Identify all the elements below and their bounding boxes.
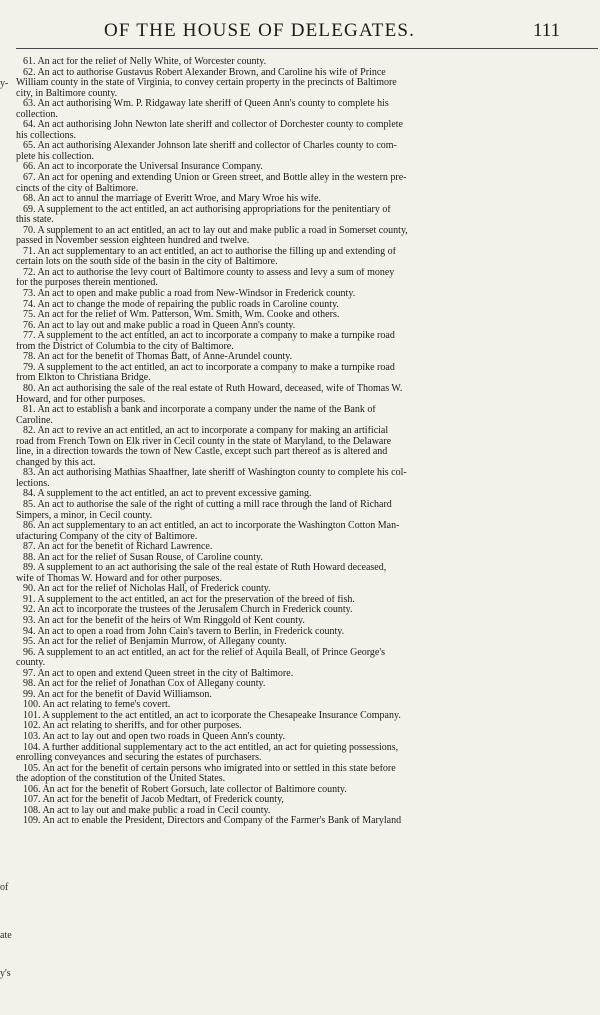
act-continuation-line: Simpers, a minor, in Cecil county. [16,510,153,521]
act-entry-line: 66. An act to incorporate the Universal Insurance Company. [23,162,263,173]
act-entry-line: 105. An act for the benefit of certain persons who imigrated into or settled in this state before [23,763,396,774]
act-continuation-line: Caroline. [16,415,53,426]
margin-fragment: y's [0,968,11,979]
act-continuation-line: for the purposes therein mentioned. [16,278,158,289]
act-continuation-line: ufacturing Company of the city of Baltimore. [16,531,198,542]
act-entry-line: 97. An act to open and extend Queen street in the city of Baltimore. [23,668,294,679]
act-entry-line: 99. An act for the benefit of David Williamson. [23,689,212,700]
act-entry-line: 92. An act to incorporate the trustees of the Jerusalem Church in Frederick county. [23,605,353,616]
act-entry-line: 70. A supplement to an act entitled, an act to lay out and make public a road in Somerset county, [23,225,408,236]
act-entry-line: 72. An act to authorise the levy court of Baltimore county to assess and levy a sum of money [23,267,395,278]
act-entry-line: 90. An act for the relief of Nicholas Hall, of Frederick county. [23,584,271,595]
act-entry-line: 77. A supplement to the act entitled, an act to incorporate a company to make a turnpike road [23,331,395,342]
act-continuation-line: Howard, and for other purposes. [16,394,146,405]
act-entry-line: 89. A supplement to an act authorising the sale of the real estate of Ruth Howard deceased, [23,563,387,574]
act-entry-line: 95. An act for the relief of Benjamin Murrow, of Allegany county. [23,637,287,648]
act-entry-line: 94. An act to open a road from John Cain's tavern to Berlin, in Frederick county. [23,626,345,637]
act-continuation-line: his collections. [16,130,76,141]
act-entry-line: 73. An act to open and make public a road from New-Windsor in Frederick county. [23,289,356,300]
act-entry-line: 80. An act authorising the sale of the real estate of Ruth Howard, deceased, wife of Thomas W. [23,383,403,394]
act-entry-line: 106. An act for the benefit of Robert Gorsuch, late collector of Baltimore county. [23,784,347,795]
act-entry-line: 101. A supplement to the act entitled, an act to icorporate the Chesapeake Insurance Company. [23,710,401,721]
act-entry-line: 98. An act for the relief of Jonathan Cox of Allegany county. [23,679,266,690]
margin-fragment: ate [0,930,12,941]
act-continuation-line: William county in the state of Virginia, to convey certain property in the precincts of Baltimore [16,78,397,89]
margin-fragment: of [0,882,9,893]
act-entry-line: 68. An act to annul the marriage of Everitt Wroe, and Mary Wroe his wife. [23,194,321,205]
act-continuation-line: lections. [16,478,50,489]
act-continuation-line: road from French Town on Elk river in Cecil county in the state of Maryland, to the Delaware [16,436,392,447]
act-entry-line: 91. A supplement to the act entitled, an act for the preservation of the breed of fish. [23,594,355,605]
act-continuation-line: county. [16,658,46,669]
act-entry-line: 84. A supplement to the act entitled, an act to prevent excessive gaming. [23,489,312,500]
act-entry-line: 62. An act to authorise Gustavus Robert Alexander Brown, and Caroline his wife of Prince [23,67,386,78]
act-continuation-line: the adoption of the constitution of the United States. [16,774,226,785]
act-entry-line: 102. An act relating to sheriffs, and for other purposes. [23,721,242,732]
act-entry-line: 61. An act for the relief of Nelly White, of Worcester county. [23,57,267,67]
act-entry-line: 107. An act for the benefit of Jacob Medtart, of Frederick county, [23,795,284,806]
act-entry-line: 78. An act for the benefit of Thomas Batt, of Anne-Arundel county. [23,352,293,363]
act-continuation-line: changed by this act. [16,457,96,468]
act-continuation-line: passed in November session eighteen hundred and twelve. [16,236,250,247]
act-entry-line: 71. An act supplementary to an act entitled, an act to authorise the filling up and extending of [23,246,396,257]
act-entry-line: 100. An act relating to feme's covert. [23,700,171,711]
act-entry-line: 74. An act to change the mode of repairing the public roads in Caroline county. [23,299,339,310]
act-entry-line: 82. An act to revive an act entitled, an act to incorporate a company for making an artificial [23,426,389,437]
act-entry-line: 108. An act to lay out and make public a road in Cecil county. [23,805,271,816]
act-entry-line: 79. A supplement to the act entitled, an act to incorporate a company to make a turnpike road [23,362,395,373]
act-continuation-line: from Elkton to Christiana Bridge. [16,373,151,384]
act-entry-line: 67. An act for opening and extending Union or Green street, and Bottle alley in the western pre- [23,173,407,184]
act-continuation-line: plete his collection. [16,151,95,162]
act-entry-line: 76. An act to lay out and make public a road in Queen Ann's county. [23,320,296,331]
act-entry-line: 75. An act for the relief of Wm. Patterson, Wm. Smith, Wm. Cooke and others. [23,310,340,321]
act-entry-line: 83. An act authorising Mathias Shaaffner, late sheriff of Washington county to complete his col- [23,468,407,479]
act-continuation-line: certain lots on the south side of the basin in the city of Baltimore. [16,257,278,268]
act-entry-line: 103. An act to lay out and open two roads in Queen Ann's county. [23,732,285,742]
act-entry-line: 87. An act for the benefit of Richard Lawrence. [23,542,213,553]
act-entry-line: 109. An act to enable the President, Directors and Company of the Farmer's Bank of Maryland [23,816,402,827]
act-entry-line: 81. An act to establish a bank and incorporate a company under the name of the Bank of [23,405,376,416]
act-entry-line: 93. An act for the benefit of the heirs of Wm Ringgold of Kent county. [23,615,305,626]
act-entry-line: 65. An act authorising Alexander Johnson late sheriff and collector of Charles county to com- [23,141,397,152]
act-entry-line: 63. An act authorising Wm. P. Ridgaway late sheriff of Queen Ann's county to complete his [23,99,389,110]
act-entry-line: 85. An act to authorise the sale of the right of cutting a mill race through the land of Richard [23,499,392,510]
page-header [0,20,600,44]
page-title: OF THE HOUSE OF DELEGATES. [104,20,416,41]
act-continuation-line: line, in a direction towards the town of New Castle, except such part thereof as is altered and [16,447,388,458]
act-entry-line: 64. An act authorising John Newton late sheriff and collector of Dorchester county to complete [23,120,403,131]
act-entry-line: 96. A supplement to an act entitled, an act for the relief of Aquila Beall, of Prince George's [23,647,386,658]
act-continuation-line: cincts of the city of Baltimore. [16,183,139,194]
acts-list [16,57,584,827]
act-entry-line: 88. An act for the relief of Susan Rouse, of Caroline county. [23,552,263,563]
act-continuation-line: enrolling conveyances and securing the estates of purchasers. [16,753,262,764]
act-continuation-line: wife of Thomas W. Howard and for other purposes. [16,573,222,584]
act-entry-line: 69. A supplement to the act entitled, an act authorising appropriations for the penitentiary of [23,204,391,215]
act-continuation-line: from the District of Columbia to the city of Baltimore. [16,341,234,352]
act-continuation-line: city, in Baltimore county. [16,88,118,99]
act-continuation-line: this state. [16,215,54,226]
header-rule [16,48,598,49]
margin-fragment: y- [0,78,9,89]
act-continuation-line: collection. [16,109,58,120]
act-entry-line: 86. An act supplementary to an act entitled, an act to incorporate the Washington Cotton Man- [23,521,400,532]
act-entry-line: 104. A further additional supplementary act to the act entitled, an act for quieting possessions, [23,742,399,753]
page-number: 111 [533,20,561,41]
